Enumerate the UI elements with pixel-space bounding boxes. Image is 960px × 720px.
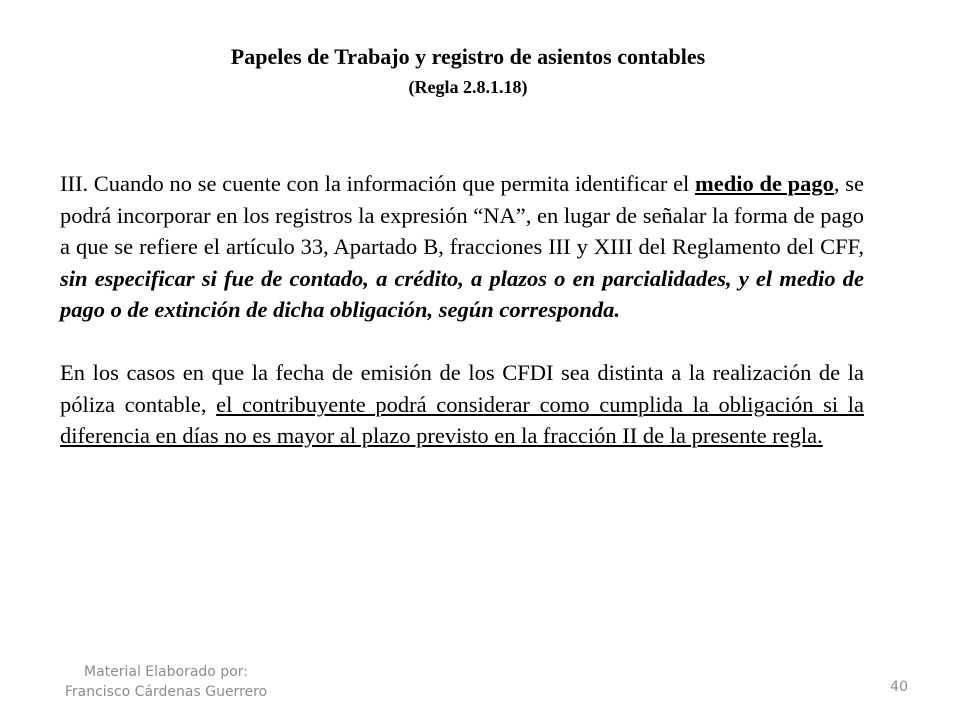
slide-body bbox=[60, 168, 864, 452]
paragraph-fecha-emision bbox=[60, 357, 864, 452]
paragraph-1-text-b: , se podrá incorporar en los registros la expresión “NA”, en lugar de señalar la forma de pago a que se refiere el artículo 33, Apartado B, fracciones III y XIII del Reglamento del CFF, bbox=[60, 171, 864, 259]
paragraph-1-emphasis: sin especificar si fue de contado, a crédito, a plazos o en parcialidades, y el medio de pago o de extinción de dicha obligación, según corresponda. bbox=[60, 265, 864, 322]
footer-author bbox=[36, 662, 296, 702]
slide-title: Papeles de Trabajo y registro de asientos contables bbox=[230, 44, 706, 69]
footer-author-line-2: Francisco Cárdenas Guerrero bbox=[64, 684, 268, 700]
paragraph-2-underlined: el contribuyente podrá considerar como cumplida la obligación si la diferencia en días no es mayor al plazo previsto en la fracción II de la presente regla. bbox=[60, 391, 864, 448]
paragraph-fraccion-iii bbox=[60, 168, 864, 326]
page-number: 40 bbox=[890, 679, 908, 695]
paragraph-1-text-a: III. Cuando no se cuente con la información que permita identificar el bbox=[60, 171, 696, 196]
medio-de-pago-emphasis: medio de pago bbox=[695, 171, 834, 196]
slide-subtitle: (Regla 2.8.1.18) bbox=[408, 77, 528, 97]
paragraph-2-text-a: En los casos en que la fecha de emisión de los CFDI sea distinta a la realización de la póliza contable, bbox=[60, 360, 864, 417]
footer-author-line-1: Material Elaborado por: bbox=[83, 664, 248, 680]
